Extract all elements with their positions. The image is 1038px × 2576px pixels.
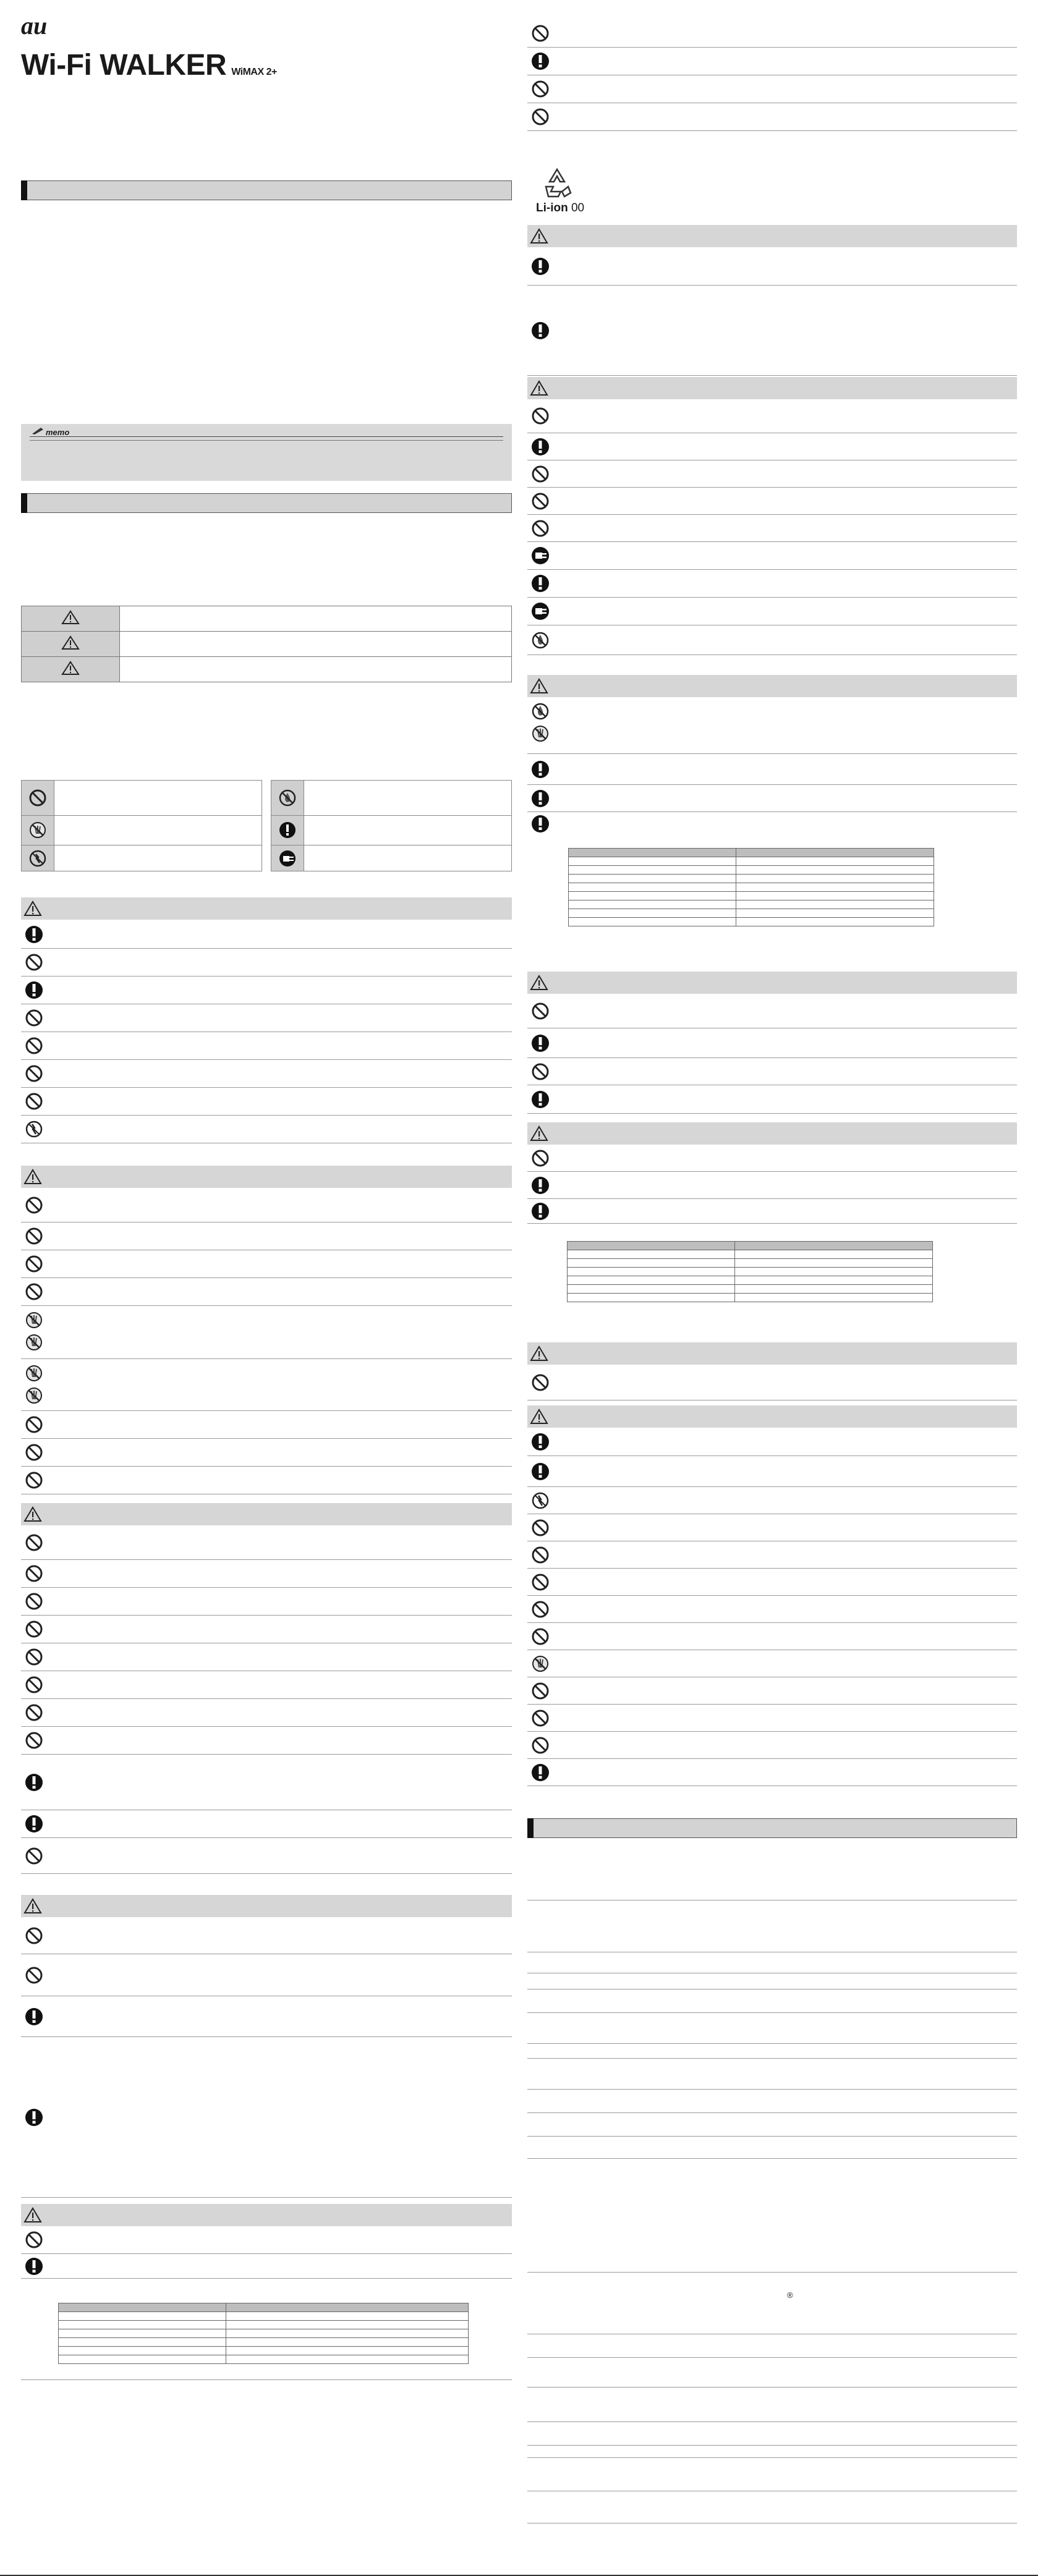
safety-item-row: [527, 247, 1017, 286]
safety-item-row: [527, 1623, 1017, 1650]
prohibition-icon: [531, 1736, 550, 1755]
product-name: Wi-Fi WALKER: [21, 49, 227, 82]
prohibition-icon: [25, 1676, 43, 1694]
prohibition-icon: [25, 1009, 43, 1027]
prohibition-icon: [531, 1519, 550, 1537]
spec-table-row: [59, 2355, 469, 2364]
spec-table-row: [569, 866, 934, 875]
mandatory-action-icon: [531, 1462, 550, 1481]
spec-table-row: [569, 857, 934, 866]
prohibition-icon: [25, 953, 43, 972]
prohibition-icon: [25, 1471, 43, 1489]
mandatory-action-icon: [531, 1176, 550, 1195]
safety-item-row: [21, 1996, 512, 2037]
safety-item-row: [21, 1411, 512, 1439]
safety-item-row: [21, 1467, 512, 1494]
safety-item-row: [527, 75, 1017, 103]
safety-item-row: [527, 785, 1017, 812]
safety-item-row: [527, 542, 1017, 570]
spec-table: [568, 848, 934, 926]
safety-item-row: [21, 1060, 512, 1088]
hazard-category-band: [527, 1122, 1017, 1145]
prohibition-icon: [531, 519, 550, 538]
safety-item-row: [527, 598, 1017, 625]
page-title: [21, 48, 277, 82]
safety-item-row: [527, 1487, 1017, 1514]
safety-item-row: [21, 977, 512, 1004]
mandatory-action-icon: [531, 1433, 550, 1451]
safety-item-row: [21, 921, 512, 949]
prohibition-icon: [531, 1149, 550, 1167]
mandatory-action-icon: [25, 981, 43, 999]
safety-item-row: [21, 1616, 512, 1643]
no-wet-hands-icon: [25, 1386, 43, 1405]
safety-item-row: [21, 1250, 512, 1278]
warning-triangle-icon: [23, 1506, 42, 1522]
prohibition-icon: [25, 1731, 43, 1750]
prohibition-icon: [25, 1255, 43, 1273]
prohibition-icon: [25, 1533, 43, 1552]
safety-item-row: [21, 1810, 512, 1838]
hazard-category-band: [21, 897, 512, 920]
safety-item-row: [527, 1456, 1017, 1487]
rule: [527, 2136, 1017, 2137]
section-heading-3: [527, 1818, 1017, 1838]
warning-triangle-icon: [530, 1345, 548, 1362]
rule: [527, 2158, 1017, 2159]
spec-table-row: [569, 883, 934, 892]
no-disassembly-icon: [531, 1491, 550, 1510]
unplug-icon: [531, 546, 550, 565]
memo-rule-thin: [30, 440, 503, 441]
mandatory-action-icon: [531, 1034, 550, 1053]
hazard-category-band: [21, 1166, 512, 1188]
no-water-icon: [279, 789, 296, 807]
warning-triangle-icon: [530, 975, 548, 991]
safety-item-row: [527, 754, 1017, 785]
safety-item-row: [527, 399, 1017, 433]
safety-item-row: [21, 1917, 512, 1954]
memo-label: memo: [46, 428, 70, 437]
spec-table-row: [568, 1250, 933, 1259]
prohibition-icon: [531, 492, 550, 511]
pencil-icon: [31, 426, 46, 435]
safety-item-row: [527, 1705, 1017, 1732]
prohibition-icon: [531, 1709, 550, 1727]
safety-item-row: [527, 515, 1017, 542]
safety-item-row: [21, 1699, 512, 1727]
safety-item-row: [527, 103, 1017, 131]
prohibition-icon: [25, 1196, 43, 1214]
rule: [527, 2357, 1017, 2358]
warning-triangle-icon: [530, 228, 548, 244]
safety-item-row: [21, 1560, 512, 1588]
signal-row-warning: [22, 632, 512, 657]
hazard-category-band: [527, 377, 1017, 399]
safety-item-row: [527, 433, 1017, 460]
safety-item-row: [21, 1755, 512, 1810]
safety-item-row: [527, 1650, 1017, 1677]
safety-item-row: [21, 1588, 512, 1616]
safety-item-row: [527, 1172, 1017, 1199]
prohibition-icon: [25, 1966, 43, 1985]
safety-item-row: [527, 625, 1017, 655]
mandatory-action-icon: [531, 321, 550, 340]
product-subtitle: WiMAX 2+: [231, 67, 277, 77]
recycle-code: 00: [571, 201, 585, 214]
safety-item-row: [527, 1677, 1017, 1705]
warning-triangle-icon: [61, 610, 80, 625]
safety-item-row: [527, 1028, 1017, 1058]
prohibition-icon: [531, 1682, 550, 1700]
mandatory-action-icon: [531, 438, 550, 456]
safety-item-row: [527, 1541, 1017, 1569]
warning-triangle-icon: [23, 2207, 42, 2223]
safety-item-row: [527, 460, 1017, 488]
safety-item-row: [527, 1085, 1017, 1114]
recycle-icon: [540, 166, 574, 200]
no-wet-hands-icon: [531, 724, 550, 743]
warning-triangle-icon: [530, 1125, 548, 1142]
spec-table-row: [568, 1276, 933, 1285]
safety-item-row: [21, 1838, 512, 1874]
mandatory-action-icon: [531, 52, 550, 70]
prohibition-icon: [25, 1282, 43, 1301]
warning-triangle-icon: [530, 678, 548, 694]
rule: [21, 2379, 512, 2380]
safety-item-row: [21, 1671, 512, 1699]
rule: [527, 2058, 1017, 2059]
safety-item-row: [527, 697, 1017, 754]
spec-table-row: [568, 1259, 933, 1268]
safety-item-row: [527, 1145, 1017, 1172]
safety-item-row: [21, 1359, 512, 1411]
safety-item-row: [527, 1428, 1017, 1456]
signal-row-danger: [22, 606, 512, 632]
signal-row-caution: [22, 657, 512, 682]
safety-item-row: [21, 1088, 512, 1116]
prohibition-icon: [25, 1092, 43, 1111]
safety-item-row: [21, 1727, 512, 1755]
rule: [527, 2112, 1017, 2113]
spec-table-row: [59, 2329, 469, 2338]
warning-triangle-icon: [61, 661, 80, 676]
no-wet-hands-icon: [25, 1311, 43, 1329]
safety-item-row: [527, 1058, 1017, 1085]
spec-table-row: [568, 1294, 933, 1302]
mandatory-action-icon: [531, 1763, 550, 1782]
spec-table-row: [59, 2338, 469, 2347]
unplug-icon: [279, 850, 297, 867]
warning-triangle-icon: [23, 1898, 42, 1914]
safety-item-row: [21, 1222, 512, 1250]
prohibition-icon: [531, 1627, 550, 1646]
safety-item-row: [527, 286, 1017, 376]
rule: [527, 2421, 1017, 2422]
safety-item-row: [527, 1514, 1017, 1541]
mandatory-action-icon: [531, 1202, 550, 1221]
hazard-category-band: [21, 1895, 512, 1917]
spec-table-row: [569, 892, 934, 900]
no-wet-hands-icon: [25, 1333, 43, 1352]
prohibition-icon: [531, 465, 550, 483]
registered-mark: ®: [787, 2290, 793, 2300]
hazard-category-band: [21, 2204, 512, 2226]
prohibition-icon: [531, 1373, 550, 1392]
no-water-icon: [531, 631, 550, 650]
prohibition-icon: [25, 1648, 43, 1666]
safety-item-row: [527, 1596, 1017, 1623]
hazard-category-band: [527, 675, 1017, 697]
safety-item-row: [21, 2226, 512, 2254]
no-wet-hands-icon: [531, 1654, 550, 1673]
signal-word-table: [21, 606, 512, 682]
section-heading-1: [21, 180, 512, 200]
spec-table-row: [569, 909, 934, 918]
prohibition-icon: [531, 1573, 550, 1591]
spec-table-row: [59, 2321, 469, 2329]
mandatory-action-icon: [531, 1090, 550, 1109]
no-disassembly-icon: [29, 850, 46, 867]
mandatory-action-icon: [25, 1815, 43, 1833]
no-water-icon: [531, 702, 550, 721]
prohibition-icon: [531, 1600, 550, 1619]
safety-item-row: [21, 1004, 512, 1032]
safety-item-row: [21, 2254, 512, 2279]
prohibition-icon: [25, 1926, 43, 1945]
safety-item-row: [527, 570, 1017, 598]
warning-triangle-icon: [23, 900, 42, 917]
mandatory-action-icon: [279, 821, 296, 839]
prohibition-icon: [531, 1546, 550, 1564]
rule: [527, 2457, 1017, 2458]
safety-item-row: [21, 1032, 512, 1060]
mandatory-action-icon: [531, 815, 550, 833]
spec-table: [567, 1241, 933, 1302]
safety-item-row: [21, 1116, 512, 1143]
hazard-category-band: [527, 972, 1017, 994]
prohibition-icon: [29, 789, 46, 807]
rule: [527, 2089, 1017, 2090]
mandatory-action-icon: [531, 789, 550, 808]
mandatory-action-icon: [25, 2108, 43, 2127]
rule: [527, 2445, 1017, 2446]
spec-table-row: [569, 849, 934, 857]
spec-table-row: [569, 900, 934, 909]
mandatory-action-icon: [25, 2257, 43, 2276]
mandatory-action-icon: [25, 2007, 43, 2026]
warning-triangle-icon: [61, 635, 80, 650]
warning-triangle-icon: [530, 1409, 548, 1425]
prohibition-icon: [25, 1620, 43, 1638]
prohibition-icon: [531, 1062, 550, 1081]
au-logo: au: [21, 12, 48, 40]
battery-recycle-label: [536, 201, 584, 215]
safety-item-row: [21, 1306, 512, 1359]
mandatory-action-icon: [531, 574, 550, 593]
safety-item-row: [527, 812, 1017, 818]
mandatory-action-icon: [531, 257, 550, 276]
section-heading-2: [21, 493, 512, 513]
safety-item-row: [527, 1199, 1017, 1224]
mandatory-action-icon: [531, 760, 550, 779]
rule: [527, 2043, 1017, 2044]
prohibition-icon: [25, 1703, 43, 1722]
safety-item-row: [21, 2037, 512, 2198]
spec-table-row: [59, 2347, 469, 2355]
safety-item-row: [21, 1643, 512, 1671]
safety-item-row: [21, 1439, 512, 1467]
prohibition-icon: [25, 1064, 43, 1083]
safety-item-row: [527, 994, 1017, 1028]
safety-item-row: [527, 1569, 1017, 1596]
prohibition-icon: [531, 80, 550, 98]
safety-item-row: [21, 1954, 512, 1996]
no-wet-hands-icon: [29, 821, 46, 839]
warning-triangle-icon: [530, 380, 548, 396]
prohibition-icon: [25, 1592, 43, 1611]
rule: [527, 2272, 1017, 2273]
safety-item-row: [527, 1365, 1017, 1400]
prohibition-icon: [531, 407, 550, 425]
hazard-category-band: [527, 1342, 1017, 1365]
prohibition-icon: [531, 108, 550, 126]
no-disassembly-icon: [25, 1120, 43, 1138]
symbol-legend-right: [271, 780, 512, 871]
mandatory-action-icon: [25, 925, 43, 944]
li-ion-text: Li-ion: [536, 201, 568, 214]
mandatory-action-icon: [25, 1773, 43, 1792]
safety-item-row: [21, 949, 512, 977]
safety-item-row: [21, 1188, 512, 1222]
prohibition-icon: [531, 24, 550, 43]
memo-rule: [30, 436, 503, 437]
prohibition-icon: [25, 1847, 43, 1865]
hazard-category-band: [527, 1405, 1017, 1428]
safety-item-row: [527, 488, 1017, 515]
spec-table: [58, 2303, 469, 2364]
spec-table-row: [569, 918, 934, 926]
safety-item-row: [527, 48, 1017, 75]
spec-table-row: [568, 1285, 933, 1294]
prohibition-icon: [25, 1415, 43, 1434]
safety-item-row: [527, 1759, 1017, 1786]
safety-item-row: [21, 1278, 512, 1306]
symbol-legend-left: [21, 780, 262, 871]
prohibition-icon: [25, 1564, 43, 1583]
no-wet-hands-icon: [25, 1364, 43, 1383]
warning-triangle-icon: [23, 1169, 42, 1185]
spec-table-row: [568, 1268, 933, 1276]
rule: [527, 2012, 1017, 2013]
prohibition-icon: [25, 1443, 43, 1462]
spec-table-row: [568, 1242, 933, 1250]
unplug-icon: [531, 602, 550, 621]
hazard-category-band: [527, 225, 1017, 247]
memo-box: [21, 424, 512, 481]
safety-item-row: [21, 1525, 512, 1560]
spec-table-row: [569, 875, 934, 883]
spec-table-row: [59, 2312, 469, 2321]
prohibition-icon: [25, 2231, 43, 2249]
safety-item-row: [527, 20, 1017, 48]
prohibition-icon: [531, 1002, 550, 1020]
hazard-category-band: [21, 1503, 512, 1525]
prohibition-icon: [25, 1227, 43, 1245]
spec-table-row: [59, 2303, 469, 2312]
prohibition-icon: [25, 1036, 43, 1055]
safety-item-row: [527, 1732, 1017, 1759]
